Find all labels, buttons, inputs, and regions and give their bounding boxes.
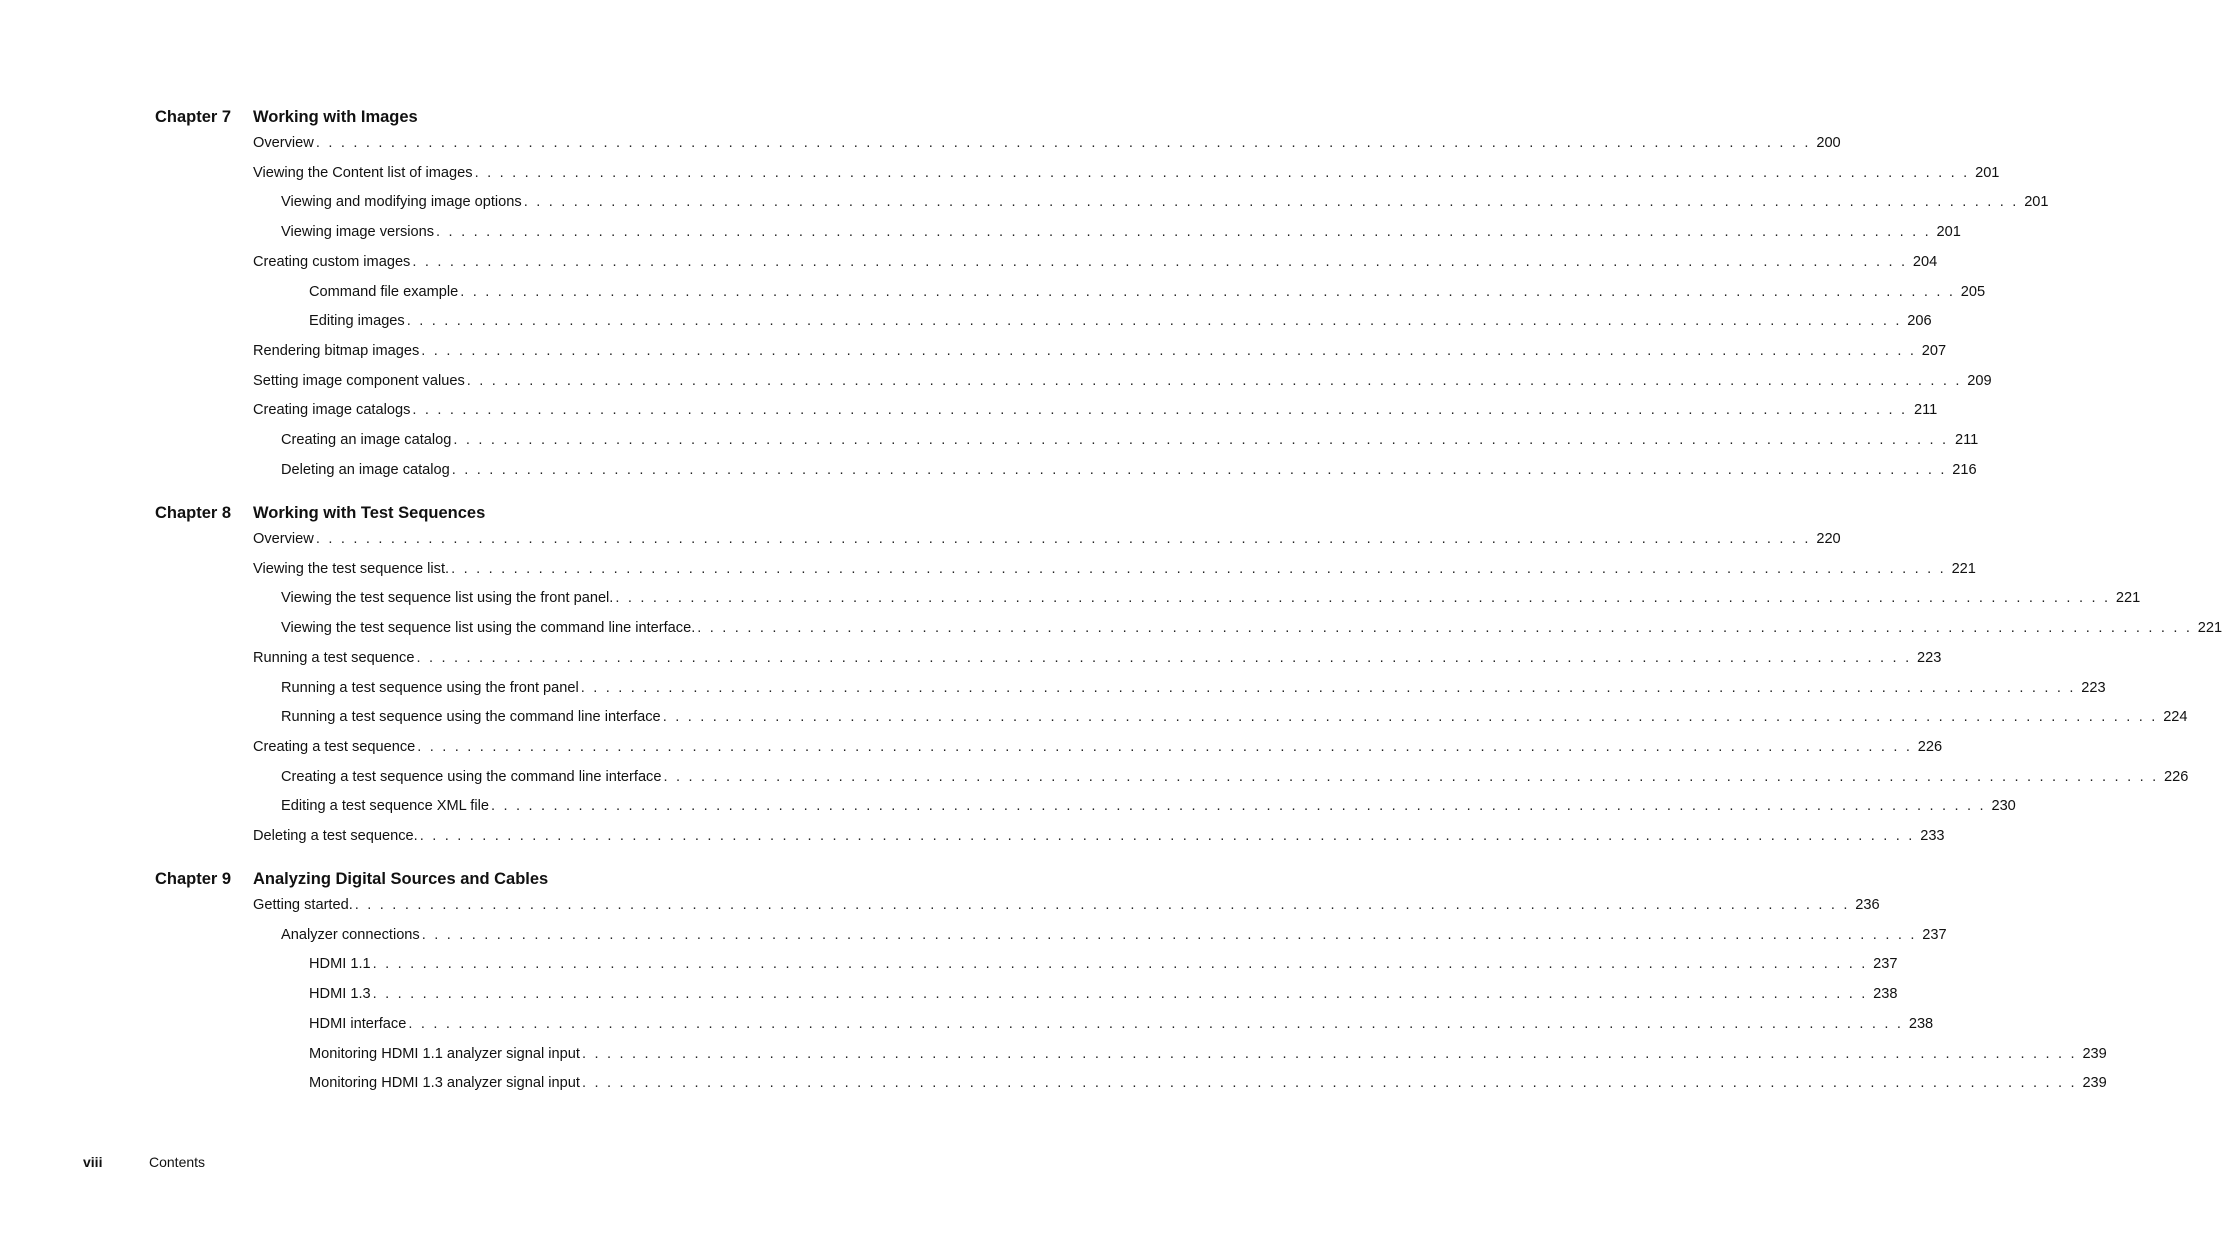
toc-entry-title: Deleting a test sequence. (253, 828, 418, 844)
toc-entry[interactable] (281, 707, 2188, 727)
toc-entry[interactable] (309, 954, 1898, 974)
toc-entry-page-number: 209 (1967, 372, 1992, 389)
toc-entry-title: Command file example (309, 283, 459, 300)
toc-entry-page-number: 224 (2163, 709, 2188, 726)
toc-entry-title: Deleting an image catalog (281, 461, 450, 478)
dot-leader: . . . . . . . . . . . . . . . . . . . . . . . . . . . . . . . . . . . . . . . . . . . . . . . . . . . . . . . . . . . . . . . . . . . . . . . . . . . . . . . . . . . . . . . . . . . . . . . . . . . . . . . . . . . . . . . . . . . . . . . . (436, 224, 1931, 241)
toc-entry-title: Monitoring HDMI 1.1 analyzer signal input (309, 1045, 580, 1062)
dot-leader: . . . . . . . . . . . . . . . . . . . . . . . . . . . . . . . . . . . . . . . . . . . . . . . . . . . . . . . . . . . . . . . . . . . . . . . . . . . . . . . . . . . . . . . . . . . . . . . . . . . . . . . . . . . . . . . . . . . . . . . . (421, 926, 1917, 943)
dot-leader: . . . . . . . . . . . . . . . . . . . . . . . . . . . . . . . . . . . . . . . . . . . . . . . . . . . . . . . . . . . . . . . . . . . . . . . . . . . . . . . . . . . . . . . . . . . . . . . . . . . . . . . . . . . . . . . . . . . . . . . . (419, 828, 1915, 844)
toc-entry[interactable] (253, 648, 1942, 668)
toc-entry[interactable] (281, 767, 2189, 787)
toc-entry[interactable] (253, 341, 1947, 361)
toc-entry[interactable] (253, 371, 1992, 391)
toc-entry-title: Viewing and modifying image options (281, 194, 522, 211)
toc-entry-title: Creating a test sequence (253, 738, 416, 755)
toc-entry-page-number: 223 (2081, 679, 2106, 696)
toc-entry-page-number: 201 (2024, 194, 2049, 211)
toc-entry-page-number: 216 (1952, 461, 1977, 478)
toc-entry-title: Overview (253, 531, 314, 547)
dot-leader: . . . . . . . . . . . . . . . . . . . . . . . . . . . . . . . . . . . . . . . . . . . . . . . . . . . . . . . . . . . . . . . . . . . . . . . . . . . . . . . . . . . . . . . . . . . . . . . . . . . . . . . . . . . . . . . . . . . . . . . . (581, 1045, 2077, 1062)
toc-entry-title: Creating custom images (253, 253, 411, 270)
toc-entry[interactable] (253, 895, 1880, 915)
toc-entry-title: Setting image component values (253, 372, 465, 389)
toc-entry[interactable] (281, 588, 2141, 608)
dot-leader: . . . . . . . . . . . . . . . . . . . . . . . . . . . . . . . . . . . . . . . . . . . . . . . . . . . . . . . . . . . . . . . . . . . . . . . . . . . . . . . . . . . . . . . . . . . . . . . . . . . . . . . . . . . . . . . . . . . . . . . . (406, 313, 1902, 330)
dot-leader: . . . . . . . . . . . . . . . . . . . . . . . . . . . . . . . . . . . . . . . . . . . . . . . . . . . . . . . . . . . . . . . . . . . . . . . . . . . . . . . . . . . . . . . . . . . . . . . . . . . . . . . . . . . . . . . . . . . . . . . . (408, 1015, 1904, 1032)
toc-entry-page-number: 223 (1916, 649, 1942, 666)
toc-entry-page-number: 230 (1991, 798, 2016, 815)
toc-entry-page-number: 237 (1873, 956, 1898, 973)
toc-entry-title: Viewing the test sequence list using the command line interface. (281, 620, 696, 637)
dot-leader: . . . . . . . . . . . . . . . . . . . . . . . . . . . . . . . . . . . . . . . . . . . . . . . . . . . . . . . . . . . . . . . . . . . . . . . . . . . . . . . . . . . . . . . . . . . . . . . . . . . . . . . . . . . . . . . . . . . . . . . . (460, 283, 1956, 300)
toc-entry-title: Editing images (309, 313, 405, 330)
toc-entry-page-number: 239 (2082, 1045, 2107, 1062)
toc-entry[interactable] (281, 796, 2016, 816)
toc-entry-title: Editing a test sequence XML file (281, 798, 489, 815)
dot-leader: . . . . . . . . . . . . . . . . . . . . . . . . . . . . . . . . . . . . . . . . . . . . . . . . . . . . . . . . . . . . . . . . . . . . . . . . . . . . . . . . . . . . . . . . . . . . . . . . . . . . . . . . . . . . . . . . . . . . . . . . (416, 649, 1912, 666)
chapter-label: Chapter 8 (155, 504, 232, 522)
dot-leader: . . . . . . . . . . . . . . . . . . . . . . . . . . . . . . . . . . . . . . . . . . . . . . . . . . . . . . . . . . . . . . . . . . . . . . . . . . . . . . . . . . . . . . . . . . . . . . . . . . . . . . . . . . . . . . . . . . . . . . . . (580, 679, 2076, 696)
toc-entry-title: Monitoring HDMI 1.3 analyzer signal input (309, 1075, 580, 1092)
toc-entry-page-number: 206 (1907, 313, 1932, 330)
dot-leader: . . . . . . . . . . . . . . . . . . . . . . . . . . . . . . . . . . . . . . . . . . . . . . . . . . . . . . . . . . . . . . . . . . . . . . . . . . . . . . . . . . . . . . . . . . . . . . . . . . . . . . . . . . . . . . . . . . . . . . . . (453, 432, 1949, 448)
toc-entry[interactable] (281, 460, 1977, 480)
toc-entry-title: HDMI 1.3 (309, 986, 371, 1003)
chapter-label: Chapter 7 (155, 108, 232, 126)
dot-leader: . . . . . . . . . . . . . . . . . . . . . . . . . . . . . . . . . . . . . . . . . . . . . . . . . . . . . . . . . . . . . . . . . . . . . . . . . . . . . . . . . . . . . . . . . . . . . . . . . . . . . . . . . . . . . . . . . . . . . . . . (466, 372, 1962, 389)
toc-entry[interactable] (281, 430, 1979, 450)
toc-entry[interactable] (253, 163, 2000, 183)
toc-entry[interactable] (281, 192, 2049, 212)
toc-entry[interactable] (309, 282, 1986, 302)
toc-entry-title: Viewing the test sequence list using the front panel. (281, 590, 614, 607)
toc-entry-title: HDMI 1.1 (309, 956, 371, 973)
toc-entry-page-number: 239 (2082, 1075, 2107, 1092)
chapter-label: Chapter 9 (155, 870, 232, 888)
toc-entry-title: Rendering bitmap images (253, 342, 420, 359)
toc-entry-page-number: 200 (1816, 135, 1841, 151)
toc-entry[interactable] (309, 1073, 2107, 1093)
dot-leader: . . . . . . . . . . . . . . . . . . . . . . . . . . . . . . . . . . . . . . . . . . . . . . . . . . . . . . . . . . . . . . . . . . . . . . . . . . . . . . . . . . . . . . . . . . . . . . . . . . . . . . . . . . . . . . . . . . . . . . . . (663, 768, 2159, 785)
toc-entry-page-number: 226 (2163, 768, 2189, 785)
dot-leader: . . . . . . . . . . . . . . . . . . . . . . . . . . . . . . . . . . . . . . . . . . . . . . . . . . . . . . . . . . . . . . . . . . . . . . . . . . . . . . . . . . . . . . . . . . . . . . . . . . . . . . . . . . . . . . . . . . . . . . . . (451, 461, 1947, 478)
toc-entry-page-number: 233 (1920, 828, 1945, 844)
dot-leader: . . . . . . . . . . . . . . . . . . . . . . . . . . . . . . . . . . . . . . . . . . . . . . . . . . . . . . . . . . . . . . . . . . . . . . . . . . . . . . . . . . . . . . . . . . . . . . . . . . . . . . . . . . . . . . . . . . . . . . . . (372, 956, 1868, 973)
toc-entry-title: Creating image catalogs (253, 402, 411, 419)
toc-entry[interactable] (253, 559, 1976, 579)
toc-entry-title: Viewing the Content list of images (253, 164, 473, 181)
toc-entry-page-number: 201 (1936, 224, 1961, 241)
chapter-title[interactable]: Working with Test Sequences (253, 504, 486, 522)
toc-entry-page-number: 237 (1922, 926, 1947, 943)
toc-entry[interactable] (281, 222, 1961, 242)
dot-leader: . . . . . . . . . . . . . . . . . . . . . . . . . . . . . . . . . . . . . . . . . . . . . . . . . . . . . . . . . . . . . . . . . . . . . . . . . . . . . . . . . . . . . . . . . . . . . . . . . . . . . . . . . . . . . . . . . . . . . . . . (412, 402, 1908, 419)
toc-entry-page-number: 205 (1960, 283, 1986, 300)
toc-entry-page-number: 226 (1917, 738, 1943, 755)
toc-entry[interactable] (253, 252, 1938, 272)
dot-leader: . . . . . . . . . . . . . . . . . . . . . . . . . . . . . . . . . . . . . . . . . . . . . . . . . . . . . . . . . . . . . . . . . . . . . . . . . . . . . . . . . . . . . . . . . . . . . . . . . . . . . . . . . . . . . . . . . . . . . . . . (354, 897, 1850, 913)
toc-entry[interactable] (253, 400, 1938, 420)
toc-entry[interactable] (281, 618, 2222, 638)
dot-leader: . . . . . . . . . . . . . . . . . . . . . . . . . . . . . . . . . . . . . . . . . . . . . . . . . . . . . . . . . . . . . . . . . . . . . . . . . . . . . . . . . . . . . . . . . . . . . . . . . . . . . . . . . . . . . . . . . . . . . . . . (697, 620, 2193, 637)
toc-entry-page-number: 204 (1912, 253, 1938, 270)
toc-entry[interactable] (281, 678, 2106, 698)
toc-entry-title: Running a test sequence using the front panel (281, 679, 579, 696)
toc-entry[interactable] (309, 984, 1898, 1004)
toc-entry-page-number: 238 (1908, 1015, 1934, 1032)
dot-leader: . . . . . . . . . . . . . . . . . . . . . . . . . . . . . . . . . . . . . . . . . . . . . . . . . . . . . . . . . . . . . . . . . . . . . . . . . . . . . . . . . . . . . . . . . . . . . . . . . . . . . . . . . . . . . . . . . . . . . . . . (412, 253, 1908, 270)
toc-entry-page-number: 221 (2115, 590, 2141, 607)
toc-entry-title: Overview (253, 135, 314, 151)
toc-entry-page-number: 211 (1913, 402, 1938, 419)
toc-entry[interactable] (309, 311, 1932, 331)
dot-leader: . . . . . . . . . . . . . . . . . . . . . . . . . . . . . . . . . . . . . . . . . . . . . . . . . . . . . . . . . . . . . . . . . . . . . . . . . . . . . . . . . . . . . . . . . . . . . . . . . . . . . . . . . . . . . . . . . . . . . . . . (372, 986, 1868, 1003)
dot-leader: . . . . . . . . . . . . . . . . . . . . . . . . . . . . . . . . . . . . . . . . . . . . . . . . . . . . . . . . . . . . . . . . . . . . . . . . . . . . . . . . . . . . . . . . . . . . . . . . . . . . . . . . . . . . . . . . . . . . . . . . (315, 531, 1811, 547)
toc-entry-title: Creating a test sequence using the command line interface (281, 768, 662, 785)
toc-entry[interactable] (253, 133, 1841, 153)
toc-entry[interactable] (253, 826, 1945, 846)
toc-entry[interactable] (253, 529, 1841, 549)
toc-entry-title: Analyzer connections (281, 926, 420, 943)
toc-entry[interactable] (281, 925, 1947, 945)
toc-entry-page-number: 220 (1816, 531, 1841, 547)
dot-leader: . . . . . . . . . . . . . . . . . . . . . . . . . . . . . . . . . . . . . . . . . . . . . . . . . . . . . . . . . . . . . . . . . . . . . . . . . . . . . . . . . . . . . . . . . . . . . . . . . . . . . . . . . . . . . . . . . . . . . . . . (421, 342, 1917, 359)
dot-leader: . . . . . . . . . . . . . . . . . . . . . . . . . . . . . . . . . . . . . . . . . . . . . . . . . . . . . . . . . . . . . . . . . . . . . . . . . . . . . . . . . . . . . . . . . . . . . . . . . . . . . . . . . . . . . . . . . . . . . . . . (451, 560, 1946, 577)
dot-leader: . . . . . . . . . . . . . . . . . . . . . . . . . . . . . . . . . . . . . . . . . . . . . . . . . . . . . . . . . . . . . . . . . . . . . . . . . . . . . . . . . . . . . . . . . . . . . . . . . . . . . . . . . . . . . . . . . . . . . . . . (662, 709, 2158, 726)
toc-entry-page-number: 211 (1954, 432, 1979, 448)
toc-entry-title: Running a test sequence (253, 649, 415, 666)
toc-entry-title: Creating an image catalog (281, 432, 452, 448)
dot-leader: . . . . . . . . . . . . . . . . . . . . . . . . . . . . . . . . . . . . . . . . . . . . . . . . . . . . . . . . . . . . . . . . . . . . . . . . . . . . . . . . . . . . . . . . . . . . . . . . . . . . . . . . . . . . . . . . . . . . . . . . (490, 798, 1986, 815)
toc-entry-page-number: 207 (1921, 342, 1947, 359)
toc-entry-page-number: 238 (1873, 986, 1898, 1003)
footer-page-number: viii (83, 1154, 103, 1170)
dot-leader: . . . . . . . . . . . . . . . . . . . . . . . . . . . . . . . . . . . . . . . . . . . . . . . . . . . . . . . . . . . . . . . . . . . . . . . . . . . . . . . . . . . . . . . . . . . . . . . . . . . . . . . . . . . . . . . . . . . . . . . . (581, 1075, 2077, 1092)
footer-section-name: Contents (149, 1154, 206, 1170)
toc-entry-page-number: 201 (1975, 164, 2000, 181)
toc-entry-title: Running a test sequence using the command line interface (281, 709, 661, 726)
toc-entry-page-number: 221 (1951, 560, 1976, 577)
dot-leader: . . . . . . . . . . . . . . . . . . . . . . . . . . . . . . . . . . . . . . . . . . . . . . . . . . . . . . . . . . . . . . . . . . . . . . . . . . . . . . . . . . . . . . . . . . . . . . . . . . . . . . . . . . . . . . . . . . . . . . . . (417, 738, 1913, 755)
toc-entry[interactable] (253, 737, 1943, 757)
toc-entry-title: Viewing image versions (281, 224, 435, 241)
chapter-title[interactable]: Analyzing Digital Sources and Cables (253, 870, 549, 888)
toc-entry-title: Viewing the test sequence list. (253, 560, 450, 577)
dot-leader: . . . . . . . . . . . . . . . . . . . . . . . . . . . . . . . . . . . . . . . . . . . . . . . . . . . . . . . . . . . . . . . . . . . . . . . . . . . . . . . . . . . . . . . . . . . . . . . . . . . . . . . . . . . . . . . . . . . . . . . . (615, 590, 2111, 607)
dot-leader: . . . . . . . . . . . . . . . . . . . . . . . . . . . . . . . . . . . . . . . . . . . . . . . . . . . . . . . . . . . . . . . . . . . . . . . . . . . . . . . . . . . . . . . . . . . . . . . . . . . . . . . . . . . . . . . . . . . . . . . . (315, 135, 1811, 151)
toc-entry-title: HDMI interface (309, 1015, 407, 1032)
chapter-title[interactable]: Working with Images (253, 108, 418, 126)
dot-leader: . . . . . . . . . . . . . . . . . . . . . . . . . . . . . . . . . . . . . . . . . . . . . . . . . . . . . . . . . . . . . . . . . . . . . . . . . . . . . . . . . . . . . . . . . . . . . . . . . . . . . . . . . . . . . . . . . . . . . . . . (474, 164, 1970, 181)
toc-entry-page-number: 221 (2197, 620, 2222, 637)
toc-entry[interactable] (309, 1014, 1934, 1034)
dot-leader: . . . . . . . . . . . . . . . . . . . . . . . . . . . . . . . . . . . . . . . . . . . . . . . . . . . . . . . . . . . . . . . . . . . . . . . . . . . . . . . . . . . . . . . . . . . . . . . . . . . . . . . . . . . . . . . . . . . . . . . . (523, 194, 2019, 211)
toc-entry[interactable] (309, 1044, 2107, 1064)
toc-entry-page-number: 236 (1855, 897, 1880, 913)
toc-entry-title: Getting started. (253, 897, 353, 913)
